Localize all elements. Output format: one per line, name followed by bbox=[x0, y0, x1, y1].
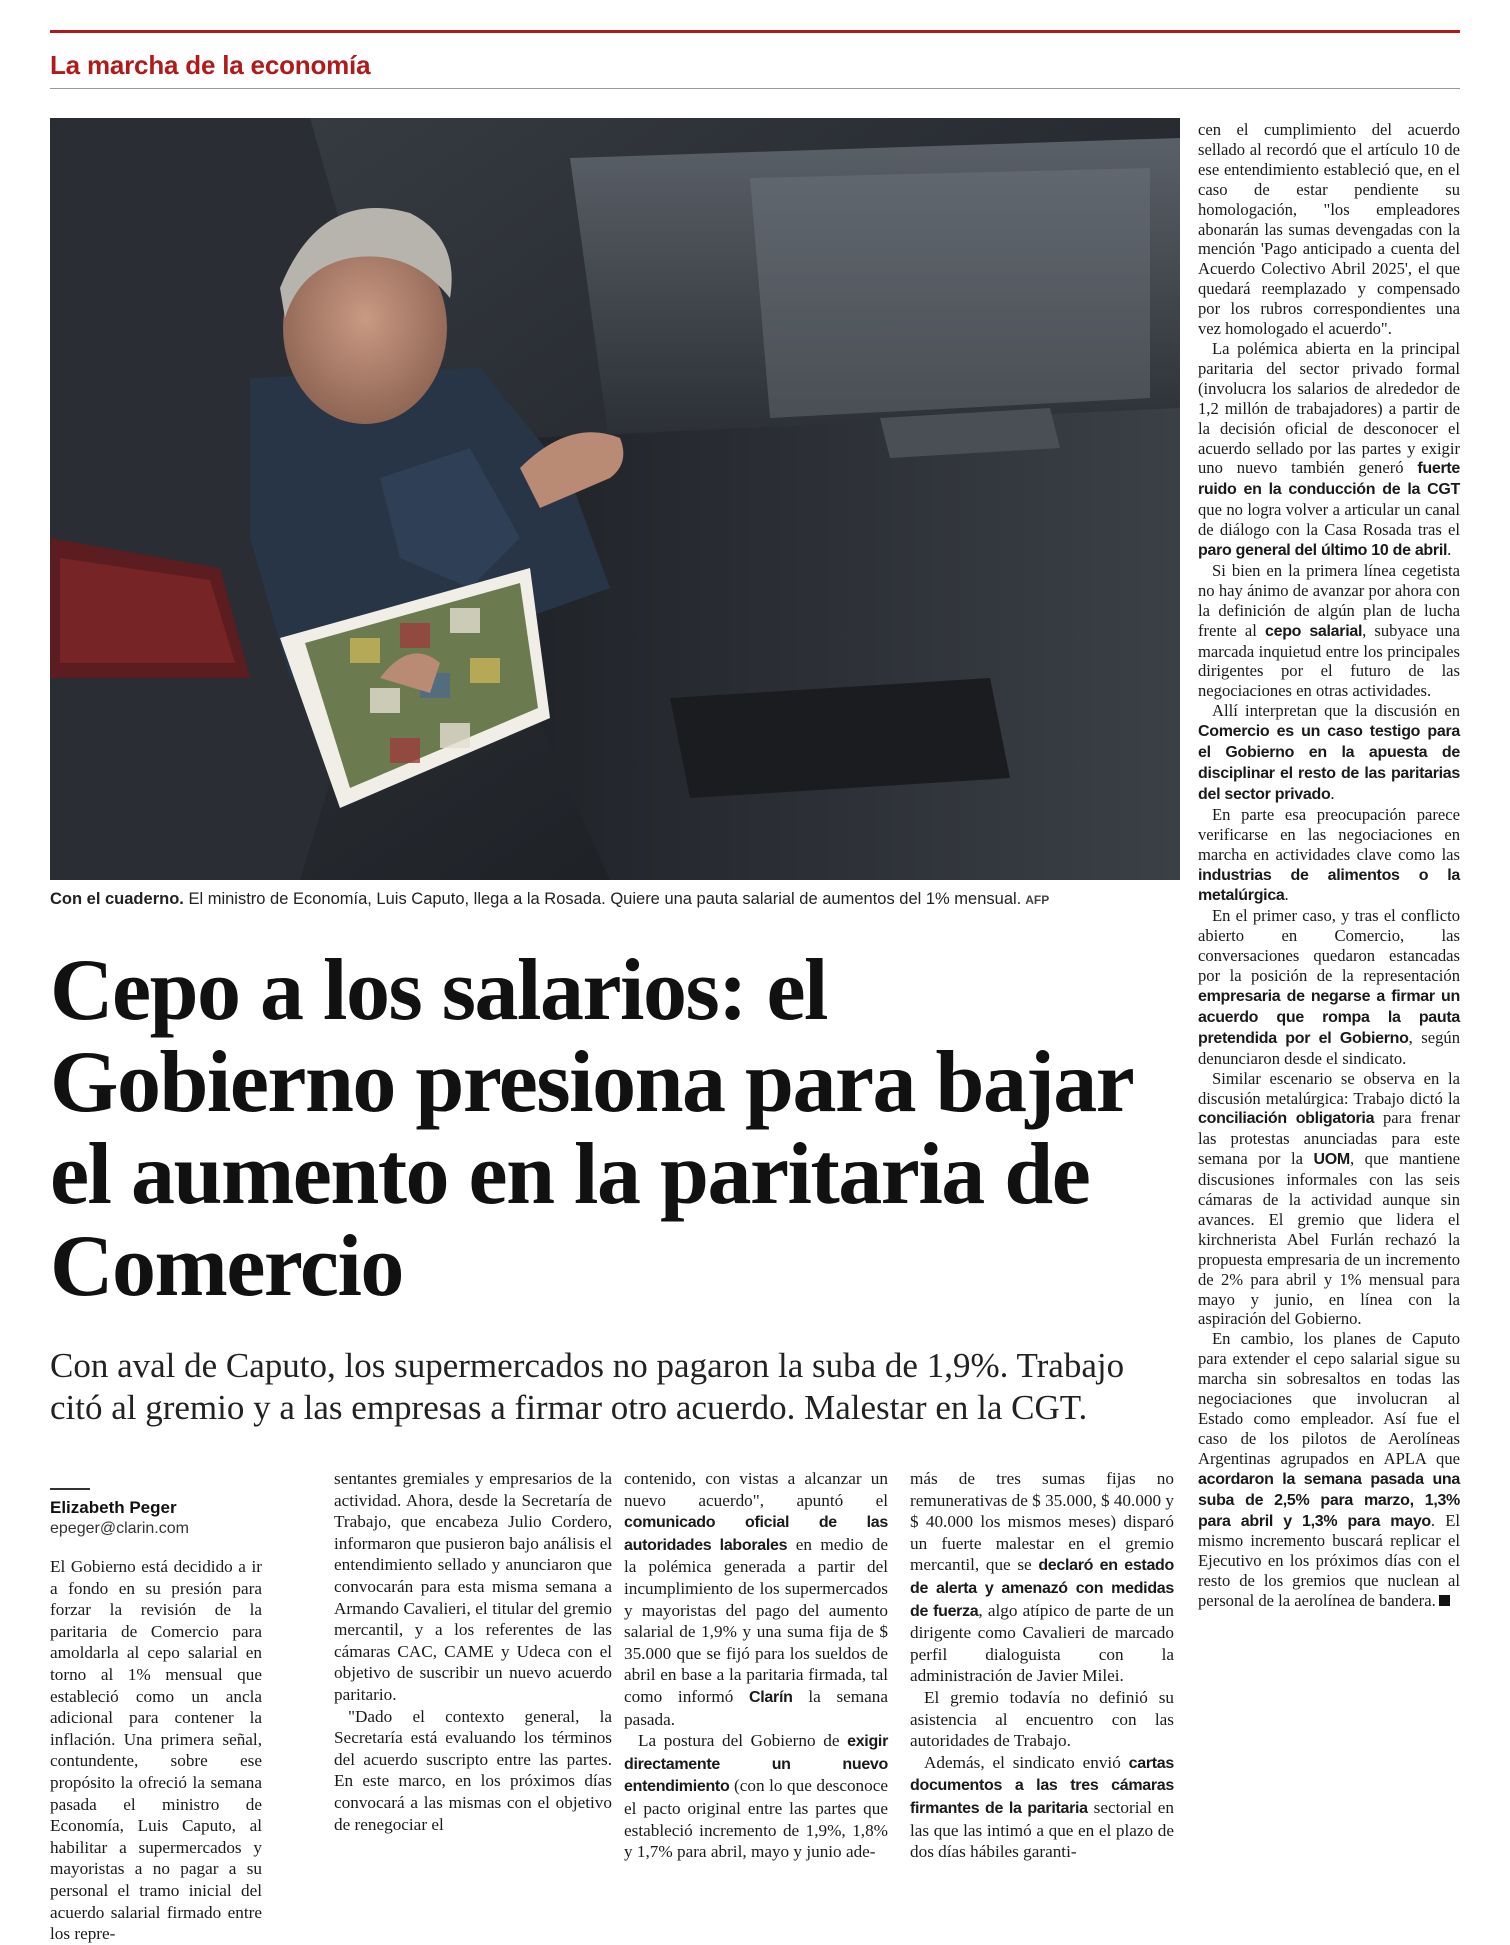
highlight-text: Clarín bbox=[749, 1688, 793, 1706]
paragraph: "Dado el contexto general, la Secretaría está evaluando los términos del acuerdo suscripto entre las partes. En este marco, en los próximos días convocará a las mismas con el objetivo de renegociar el bbox=[334, 1706, 612, 1834]
photo-illustration bbox=[50, 118, 1180, 880]
paragraph: más de tres sumas fijas no remunerativas de $ 35.000, $ 40.000 y $ 40.000 los mismos meses) disparó un fuerte malestar en el gremio mercantil, que se declaró en estado de alerta y amenazó con medidas de fuerza, algo atípico de parte de un dirigente como Cavalieri de marcado perfil dialoguista con la administración de Javier Milei. bbox=[910, 1469, 1174, 1686]
body-column-1 bbox=[50, 1556, 262, 1945]
paragraph: contenido, con vistas a alcanzar un nuevo acuerdo", apuntó el comunicado oficial de las autoridades laborales en medio de la polémica generada a partir del incumplimiento de los supermercados y mayoristas del pago del aumento salarial de 1,9% y una suma fija de $ 35.000 que se fijó para los sueldos de abril en base a la paritaria firmada, tal como informó Clarín la semana pasada. bbox=[624, 1469, 889, 1729]
highlight-text: fuerte ruido en la conducción de la CGT bbox=[1198, 460, 1460, 499]
paragraph: En cambio, los planes de Caputo para extender el cepo salarial sigue su marcha sin sobresaltos en todas las negociaciones que involucran al Estado como empleador. Así fue el caso de los pilotos de Aerolíneas Argentinas agrupados en APLA que acordaron la semana pasada una suba de 2,5% para marzo, 1,3% para abril y 1,3% para mayo. El mismo incremento buscará replicar el Ejecutivo en los próximos días con el resto de los gremios que nuclean al personal de la aerolínea de bandera. bbox=[1198, 1329, 1460, 1611]
byline-name: Elizabeth Peger bbox=[50, 1498, 177, 1517]
body-column-2 bbox=[334, 1468, 612, 1835]
highlight-text: exigir directamente un nuevo entendimiento bbox=[624, 1733, 888, 1796]
body-column-5 bbox=[1198, 120, 1460, 1611]
highlight-text: declaró en estado de alerta y amenazó con medidas de fuerza bbox=[910, 1557, 1174, 1620]
byline-rule bbox=[50, 1488, 90, 1490]
paragraph: Si bien en la primera línea cegetista no hay ánimo de avanzar por ahora con la definición de algún plan de lucha frente al cepo salarial, subyace una marcada inquietud entre los principales dirigentes por el futuro de las negociaciones en otras actividades. bbox=[1198, 560, 1460, 701]
byline-email[interactable]: epeger@clarin.com bbox=[50, 1520, 189, 1537]
paragraph: Además, el sindicato envió cartas documentos a las tres cámaras firmantes de la paritaria sectorial en las que las intimó a que en el plazo de dos días hábiles garanti- bbox=[910, 1752, 1174, 1862]
section-label: La marcha de la economía bbox=[50, 50, 371, 80]
end-mark bbox=[1439, 1595, 1450, 1606]
highlight-text: paro general del último 10 de abril bbox=[1198, 542, 1448, 560]
deck: Con aval de Caputo, los supermercados no pagaron la suba de 1,9%. Trabajo citó al gremio y a las empresas a firmar otro acuerdo. Malestar en la CGT. bbox=[50, 1346, 1125, 1427]
news-photo bbox=[50, 118, 1180, 880]
body-column-3 bbox=[624, 1468, 888, 1863]
paragraph: La postura del Gobierno de exigir directamente un nuevo entendimiento (con lo que desconoce el pacto original entre las partes que estableció incremento de 1,9%, 1,8% y 1,7% para abril, mayo y junio ade- bbox=[624, 1731, 888, 1862]
photo-credit: AFP bbox=[1025, 893, 1050, 907]
paragraph: En parte esa preocupación parece verificarse en las negociaciones en marcha en actividades clave como las industrias de alimentos o la metalúrgica. bbox=[1198, 804, 1460, 905]
photo-caption bbox=[50, 890, 1180, 909]
highlight-text: industrias de alimentos o la metalúrgica bbox=[1198, 866, 1460, 905]
highlight-text: comunicado oficial de las autoridades laborales bbox=[624, 1514, 888, 1554]
paragraph: El gremio todavía no definió su asistencia al encuentro con las autoridades de Trabajo. bbox=[910, 1687, 1174, 1751]
paragraph: Similar escenario se observa en la discusión metalúrgica: Trabajo dictó la conciliación obligatoria para frenar las protestas anunciadas para este semana por la UOM, que mantiene discusiones informales con las seis cámaras de la actividad aunque sin avances. El gremio que lidera el kirchnerista Abel Furlán rechazó la propuesta empresaria de un incremento de 2% para abril y 1% mensual para mayo y junio, en línea con la aspiración del Gobierno. bbox=[1198, 1068, 1460, 1329]
section-top-rule bbox=[50, 30, 1460, 33]
caption-lead: Con el cuaderno. bbox=[50, 890, 184, 908]
paragraph: La polémica abierta en la principal paritaria del sector privado formal (involucra los salarios de alrededor de 1,2 millón de trabajadores) a partir de la decisión oficial de desconocer el acuerdo sellado por las partes y exigir uno nuevo también generó fuerte ruido en la conducción de la CGT que no logra volver a articular un canal de diálogo con la Casa Rosada tras el paro general del último 10 de abril. bbox=[1198, 338, 1460, 560]
section-divider bbox=[50, 88, 1460, 89]
paragraph: Allí interpretan que la discusión en Comercio es un caso testigo para el Gobierno en la apuesta de disciplinar el resto de las paritarias del sector privado. bbox=[1198, 701, 1460, 803]
highlight-text: UOM bbox=[1313, 1151, 1350, 1169]
headline: Cepo a los salarios: el Gobierno presiona para bajar el aumento en la paritaria de Comercio bbox=[50, 942, 1132, 1315]
paragraph: En el primer caso, y tras el conflicto abierto en Comercio, las conversaciones quedaron estancadas por la posición de la representación empresaria de negarse a firmar un acuerdo que rompa la pauta pretendida por el Gobierno, según denunciaron desde el sindicato. bbox=[1198, 906, 1460, 1068]
paragraph: El Gobierno está decidido a ir a fondo en su presión para forzar la revisión de la paritaria de Comercio para amoldarla al cepo salarial en torno al 1% mensual que estableció como un ancla adicional para contener la inflación. Una primera señal, contundente, sobre ese propósito la ofreció la semana pasada el ministro de Economía, Luis Caputo, al habilitar a supermercados y mayoristas a no pagar a su personal el tramo inicial del acuerdo salarial firmado entre los repre- bbox=[50, 1557, 262, 1944]
highlight-text: empresaria de negarse a firmar un acuerdo que rompa la pauta pretendida por el Gobierno bbox=[1198, 987, 1460, 1047]
highlight-text: cepo salarial bbox=[1265, 622, 1363, 640]
caption-text: El ministro de Economía, Luis Caputo, llega a la Rosada. Quiere una pauta salarial de aumentos del 1% mensual. bbox=[183, 890, 1022, 908]
paragraph: cen el cumplimiento del acuerdo sellado al recordó que el artículo 10 de ese entendimiento estableció que, en el caso de estar pendiente su homologación, "los empleadores abonarán las sumas devengadas con la mención 'Pago anticipado a cuenta del Acuerdo Colectivo Abril 2025', el que quedará reemplazado y compensado por los rubros correspondientes una vez homologado el acuerdo". bbox=[1198, 120, 1460, 339]
body-column-4 bbox=[910, 1468, 1174, 1863]
highlight-text: conciliación obligatoria bbox=[1198, 1110, 1375, 1128]
highlight-text: acordaron la semana pasada una suba de 2,5% para marzo, 1,3% para abril y 1,3% para mayo bbox=[1198, 1470, 1460, 1530]
paragraph: sentantes gremiales y empresarios de la actividad. Ahora, desde la Secretaría de Trabajo, que encabeza Julio Cordero, informaron que pusieron bajo análisis el entendimiento sellado y anunciaron que convocarán para esta misma semana a Armando Cavalieri, el titular del gremio mercantil, y a los referentes de las cámaras CAC, CAME y Udeca con el objetivo de suscribir un nuevo acuerdo paritario. bbox=[334, 1469, 612, 1704]
highlight-text: Comercio es un caso testigo para el Gobierno en la apuesta de disciplinar el resto de las paritarias del sector privado bbox=[1198, 723, 1460, 803]
highlight-text: cartas documentos a las tres cámaras firmantes de la paritaria bbox=[910, 1754, 1174, 1817]
